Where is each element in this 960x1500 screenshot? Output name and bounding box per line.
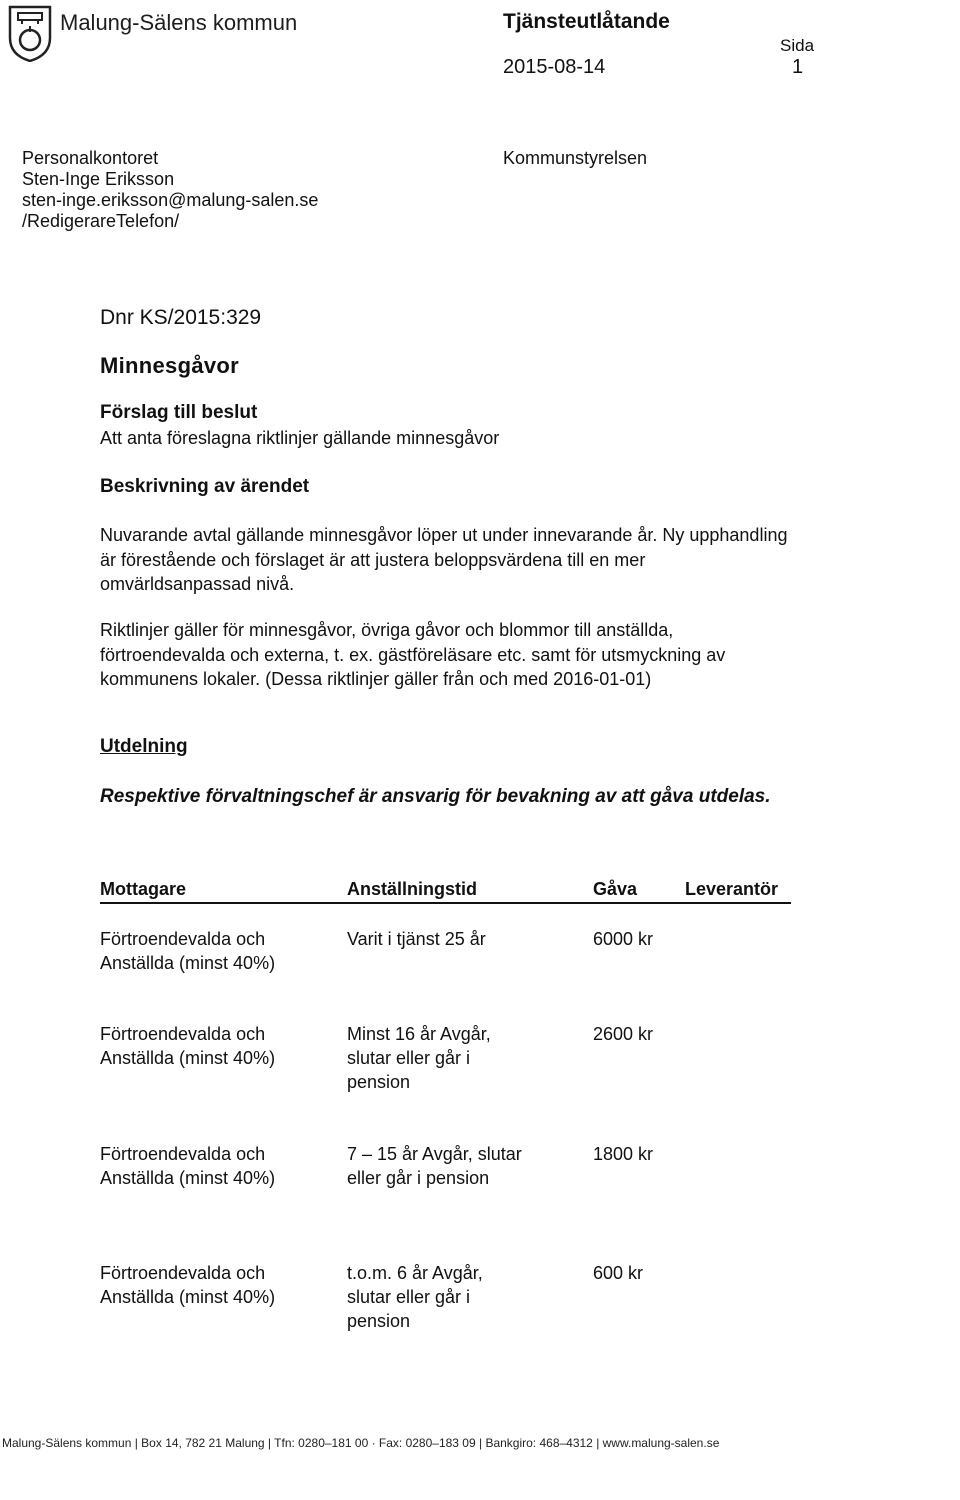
page-label: Sida — [780, 36, 815, 55]
column-header-supplier: Leverantör — [685, 879, 779, 899]
table-cell-tenure: Minst 16 år Avgår, slutar eller går i pension — [347, 1024, 491, 1092]
header-underline — [100, 902, 791, 904]
distribution-heading: Utdelning — [100, 736, 188, 757]
table-cell-gift: 1800 kr — [593, 1144, 654, 1164]
document-date: 2015-08-14 — [503, 56, 606, 78]
column-header-tenure: Anställningstid — [347, 879, 477, 899]
document-title: Minnesgåvor — [100, 353, 239, 378]
organization-name: Malung-Sälens kommun — [60, 10, 298, 35]
description-paragraph: Nuvarande avtal gällande minnesgåvor löper ut under innevarande år. Ny upphandling är förestående och förslaget är att justera beloppsvärdena till en mer omvärldsanpassad nivå. — [100, 525, 788, 594]
footer-contact: Malung-Sälens kommun | Box 14, 782 21 Malung | Tfn: 0280–181 00 · Fax: 0280–183 09 | Bankgiro: 468–4312 | www.malung-salen.se — [2, 1436, 720, 1450]
sender-phone: /RedigerareTelefon/ — [22, 211, 180, 231]
case-number: Dnr KS/2015:329 — [100, 306, 262, 329]
description-paragraph: Riktlinjer gäller för minnesgåvor, övriga gåvor och blommor till anställda, förtroendevalda och externa, t. ex. gästföreläsare etc. samt för utsmyckning av kommunens lokaler. (Dessa riktlinjer gäller från och med 2016-01-01) — [100, 620, 726, 689]
table-cell-recipient: Förtroendevalda och Anställda (minst 40%) — [100, 1144, 276, 1188]
table-cell-tenure: 7 – 15 år Avgår, slutar eller går i pension — [347, 1144, 522, 1188]
sender-name: Sten-Inge Eriksson — [22, 169, 175, 189]
proposal-text: Att anta föreslagna riktlinjer gällande minnesgåvor — [100, 428, 500, 448]
sender-department: Personalkontoret — [22, 148, 159, 168]
table-cell-gift: 600 kr — [593, 1263, 644, 1283]
recipient: Kommunstyrelsen — [503, 148, 648, 168]
responsibility-text: Respektive förvaltningschef är ansvarig för bevakning av att gåva utdelas. — [100, 786, 771, 807]
column-header-gift: Gåva — [593, 879, 638, 899]
proposal-heading: Förslag till beslut — [100, 402, 258, 423]
table-cell-tenure: t.o.m. 6 år Avgår, slutar eller går i pension — [347, 1263, 483, 1331]
column-header-recipient: Mottagare — [100, 879, 187, 899]
table-cell-tenure: Varit i tjänst 25 år — [347, 929, 486, 949]
table-cell-gift: 2600 kr — [593, 1024, 654, 1044]
municipal-crest-logo — [6, 4, 54, 62]
page-number: 1 — [792, 56, 804, 78]
description-heading: Beskrivning av ärendet — [100, 476, 310, 497]
table-cell-recipient: Förtroendevalda och Anställda (minst 40%) — [100, 929, 276, 973]
sender-block — [22, 148, 318, 232]
document-type: Tjänsteutlåtande — [503, 10, 670, 33]
table-cell-gift: 6000 kr — [593, 929, 654, 949]
table-cell-recipient: Förtroendevalda och Anställda (minst 40%) — [100, 1024, 276, 1068]
sender-email: sten-inge.eriksson@malung-salen.se — [22, 190, 319, 210]
table-cell-recipient: Förtroendevalda och Anställda (minst 40%) — [100, 1263, 276, 1307]
